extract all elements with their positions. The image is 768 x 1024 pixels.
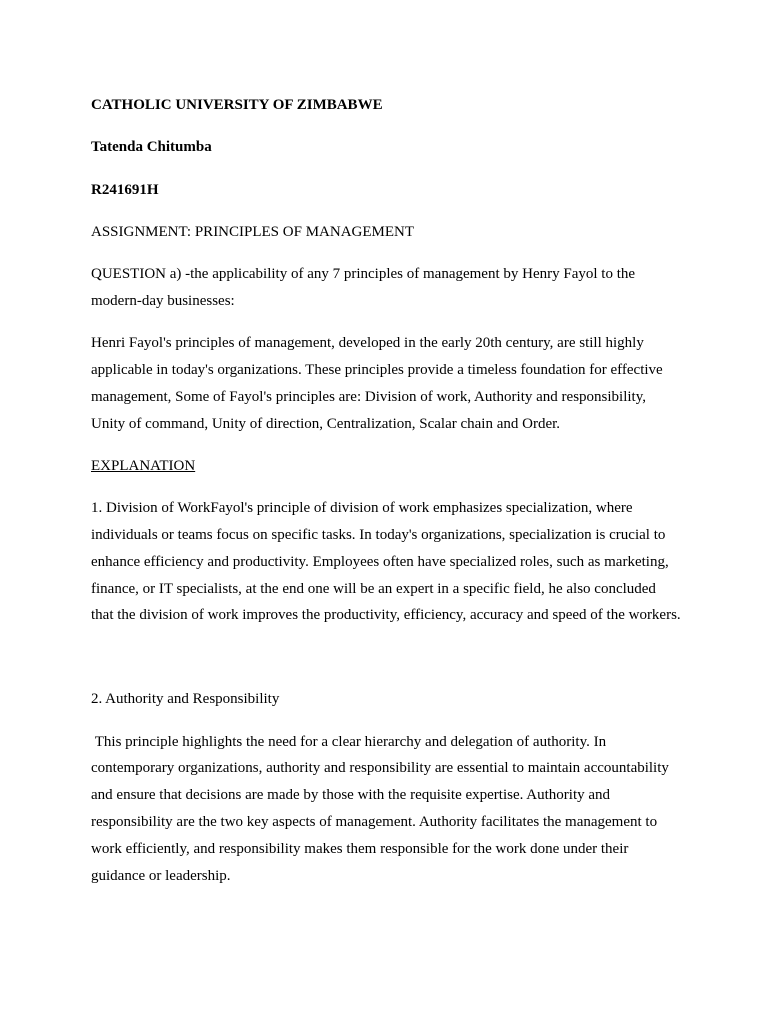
document-body <box>91 92 681 889</box>
authority-responsibility-heading: 2. Authority and Responsibility <box>91 691 280 708</box>
authority-responsibility-paragraph: This principle highlights the need for a clear hierarchy and delegation of authority. In contemporary organizations, authority and responsibility are essential to maintain accountability and ensure that decisions are made by those with the requisite expertise. Authority and responsibility are the two key aspects of management. Authority facilitates the management to work efficiently, and responsibility makes them responsible for the work done under their guidance or leadership. <box>91 733 669 884</box>
university-name: CATHOLIC UNIVERSITY OF ZIMBABWE <box>91 97 383 113</box>
intro-paragraph: Henri Fayol's principles of management, developed in the early 20th century, are still highly applicable in today's organizations. These principles provide a timeless foundation for effective management, Some of Fayol's principles are: Division of work, Authority and responsibility, Unity of command, Unity of direction, Centralization, Scalar chain and Order. <box>91 335 663 432</box>
student-name: Tatenda Chitumba <box>91 139 212 156</box>
assignment-title: ASSIGNMENT: PRINCIPLES OF MANAGEMENT <box>91 223 415 240</box>
registration-number: R241691H <box>91 181 159 198</box>
explanation-heading: EXPLANATION <box>91 457 196 474</box>
division-of-work-paragraph: 1. Division of WorkFayol's principle of division of work emphasizes specialization, where individuals or teams focus on specific tasks. In today's organizations, specialization is crucial to enhance efficiency and productivity. Employees often have specialized roles, such as marketing, finance, or IT specialists, at the end one will be an expert in a specific field, he also concluded that the division of work improves the productivity, efficiency, accuracy and speed of the workers. <box>91 500 681 624</box>
question-paragraph: QUESTION a) -the applicability of any 7 principles of management by Henry Fayol to the modern-day businesses: <box>91 266 636 309</box>
